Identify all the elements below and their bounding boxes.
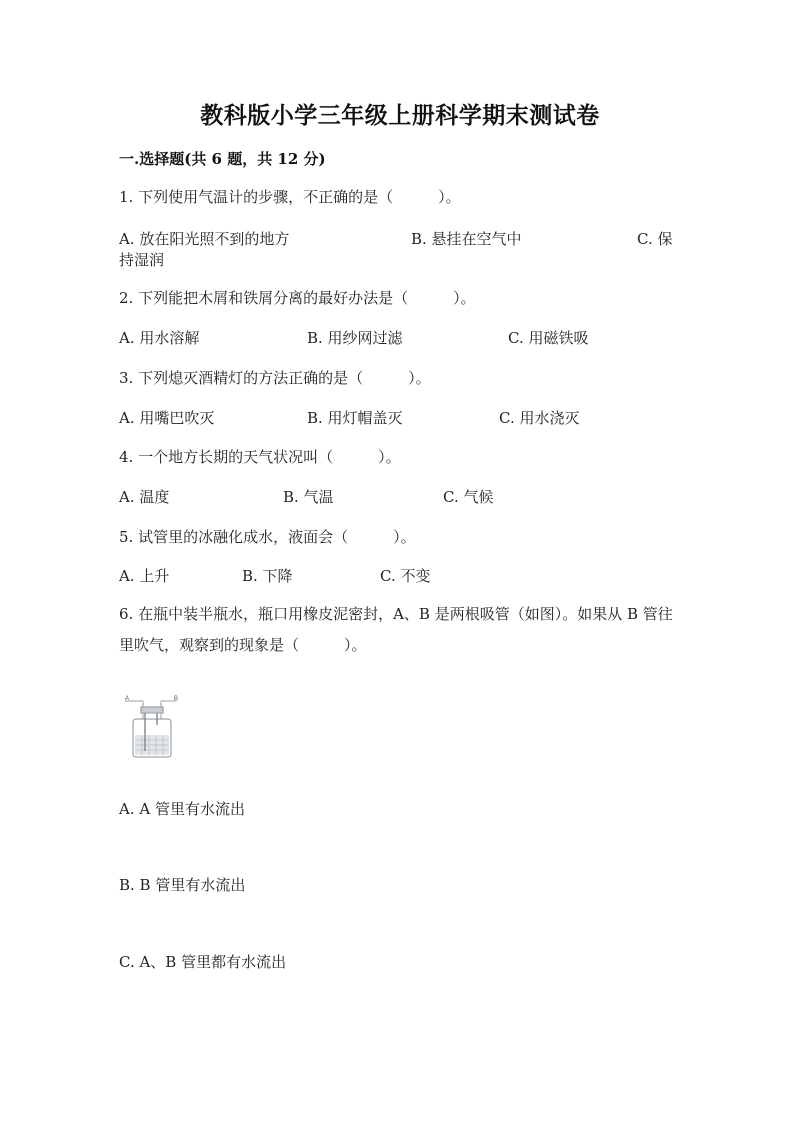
question-4-text: 4. 一个地方长期的天气状况叫（ ）。 (119, 448, 401, 466)
question-6-option-b: B. B 管里有水流出 (119, 876, 246, 894)
page-title: 教科版小学三年级上册科学期末测试卷 (200, 102, 600, 129)
question-3-option-a: A. 用嘴巴吹灭 (119, 409, 215, 427)
figure-label-a: A (125, 696, 130, 702)
question-4-option-c: C. 气候 (443, 488, 494, 506)
question-2-option-c: C. 用磁铁吸 (508, 329, 589, 347)
question-3-option-b: B. 用灯帽盖灭 (307, 409, 403, 427)
question-6-option-a: A. A 管里有水流出 (119, 800, 245, 818)
question-3-option-c: C. 用水浇灭 (499, 409, 580, 427)
question-1-option-b: B. 悬挂在空气中 (411, 230, 522, 248)
section-heading: 一.选择题(共 6 题，共 12 分) (119, 150, 326, 168)
question-2-option-b: B. 用纱网过滤 (307, 329, 403, 347)
question-2-option-a: A. 用水溶解 (119, 329, 200, 347)
question-6-text: 6. 在瓶中装半瓶水，瓶口用橡皮泥密封，A、B 是两根吸管（如图）。如果从 B 管往里吹气，观察到的现象是（ ）。 (119, 605, 673, 654)
question-3-text: 3. 下列熄灭酒精灯的方法正确的是（ ）。 (119, 369, 431, 387)
stopper (141, 707, 163, 713)
question-1-option-a: A. 放在阳光照不到的地方 (119, 230, 290, 248)
question-5-option-a: A. 上升 (119, 567, 170, 585)
question-1-text: 1. 下列使用气温计的步骤，不正确的是（ ）。 (119, 188, 461, 206)
question-2-text: 2. 下列能把木屑和铁屑分离的最好办法是（ ）。 (119, 289, 476, 307)
figure-label-b: B (174, 696, 179, 702)
question-5-option-b: B. 下降 (242, 567, 293, 585)
question-4-option-b: B. 气温 (283, 488, 334, 506)
bottle-straws-figure (121, 695, 183, 759)
question-1-option-c-cont: 持湿润 (119, 251, 165, 269)
question-4-option-a: A. 温度 (119, 488, 170, 506)
question-5-text: 5. 试管里的冰融化成水，液面会（ ）。 (119, 528, 416, 546)
question-5-option-c: C. 不变 (380, 567, 431, 585)
question-6-option-c: C. A、B 管里都有水流出 (119, 953, 287, 971)
question-1-option-c: C. 保 (637, 230, 673, 248)
